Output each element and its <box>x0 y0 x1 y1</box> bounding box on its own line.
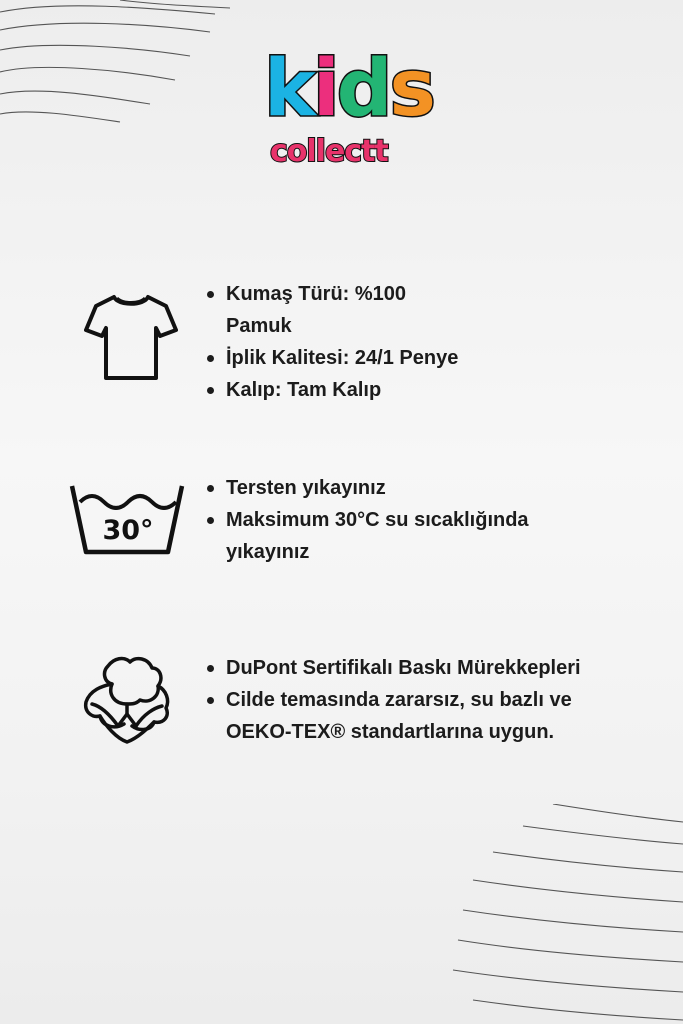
logo-letter: i <box>312 44 337 134</box>
list-item: Kalıp: Tam Kalıp <box>204 374 424 406</box>
logo-kids-wordmark <box>264 44 433 134</box>
list-item: DuPont Sertifikalı Baskı Mürekkepleri <box>204 652 634 684</box>
logo-letter: s <box>389 44 433 134</box>
print-info-list <box>204 652 634 748</box>
list-item: Maksimum 30°C su sıcaklığında yıkayınız <box>204 504 564 568</box>
decorative-lines-top-left <box>0 0 240 130</box>
tshirt-icon <box>84 292 178 382</box>
fabric-info-list <box>204 278 459 406</box>
logo-letter: k <box>264 44 313 134</box>
list-item: Tersten yıkayınız <box>204 472 564 504</box>
washing-info-list <box>204 472 564 568</box>
list-item: Cilde temasında zararsız, su bazlı ve OEKO-TEX® standartlarına uygun. <box>204 684 606 748</box>
decorative-lines-bottom-right <box>443 804 683 1024</box>
logo-letter: d <box>336 44 390 134</box>
cotton-icon <box>78 654 176 746</box>
brand-logo <box>250 42 440 182</box>
wash-temperature-label: 30° <box>102 515 154 546</box>
list-item: Kumaş Türü: %100 Pamuk <box>204 278 424 342</box>
wash-30-icon <box>68 482 186 556</box>
list-item: İplik Kalitesi: 24/1 Penye <box>204 342 424 374</box>
logo-subtitle: collectt <box>270 134 388 169</box>
